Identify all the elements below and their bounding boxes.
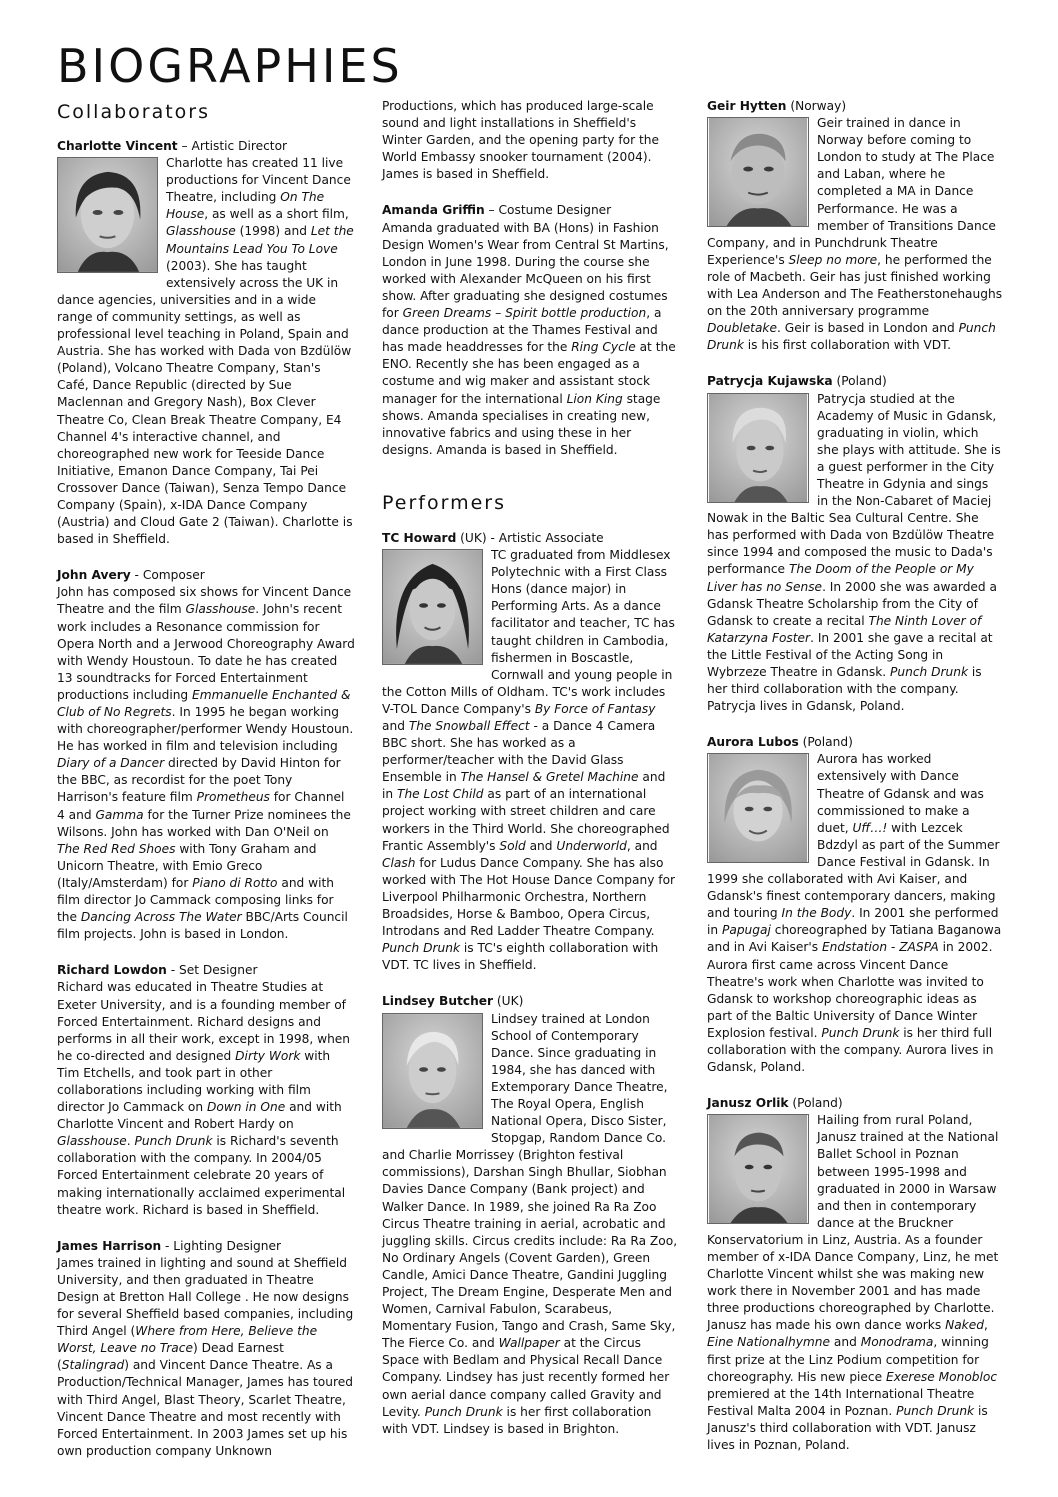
bio-heading (382, 530, 680, 547)
bio-lindsey-butcher (382, 993, 680, 1437)
bio-role: (Norway) (786, 99, 847, 113)
bio-heading (57, 567, 355, 584)
bio-text: Richard was educated in Theatre Studies at Exeter University, and is a founding member of Forced Entertainment. Richard designs and performs in all their work, except in 1998, when he co-directed and designed Dirty Work with Tim Etchells, and took part in other collaborations including working with film director Jo Cammack on Down in One and with Charlotte Vincent and Robert Hardy on Glasshouse. Punch Drunk is Richard's seventh collaboration with the company. In 2004/05 Forced Entertainment celebrate 20 years of making internationally acclaimed experimental theatre work. Richard is based in Sheffield. (57, 980, 351, 1217)
bio-role: (Poland) (832, 374, 887, 389)
bio-heading (57, 962, 355, 979)
bio-text: Geir trained in dance in Norway before coming to London to study at The Place and Laban, where he completed a MA in Dance Performance. He was a member of Transitions Dance Company, and in Punchdrunk Theatre Experience's Sleep no more, he performed the role of Macbeth. Geir has just finished working with Lea Anderson and The Featherstonehaughs on the 20th anniversary programme Doubletake. Geir is based in London and Punch Drunk is his first collaboration with VDT. (707, 116, 1003, 353)
bio-name: Lindsey Butcher (382, 994, 494, 1009)
bio-text: Lindsey trained at London School of Contemporary Dance. Since graduating in 1984, she has danced with Extemporary Dance Theatre, The Royal Opera, English National Opera, Disco Sister, Stopgap, Random Dance Co. and Charlie Morrissey (Brighton festival commissions), Darshan Singh Bhullar, Siobhan Davies Dance Company (Bank project) and Walker Dance. In 1989, she joined Ra Ra Zoo Circus Theatre training in aerial, acrobatic and juggling skills. Circus credits include: Ra Ra Zoo, No Ordinary Angels (Covent Garden), Green Candle, Amici Dance Theatre, Gandini Juggling Project, The Dream Engine, Desperate Men and Women, Carnival Fabulon, Scarabeus, Momentary Fusion, Tango and Crash, Same Sky, The Fierce Co. and Wallpaper at the Circus Space with Bedlam and Physical Recall Dance Company. Lindsey has just recently formed her own aerial dance company called Gravity and Levity. Punch Drunk is her first collaboration with VDT. Lindsey is based in Brighton. (382, 1011, 678, 1436)
portrait-photo-aurora-lubos (707, 753, 809, 863)
bio-text: Amanda graduated with BA (Hons) in Fashion Design Women's Wear from Central St Martins, London in June 1998. During the course she worked with Alexander McQueen on his first show. After graduating she designed costumes for Green Dreams – Spirit bottle production, a dance production at the Thames Festival and has made headdresses for the Ring Cycle at the ENO. Recently she has been engaged as a costume and wig maker and assistant stock manager for the international Lion King stage shows. Amanda specialises in creating new, innovative fabrics and using these in her designs. Amanda is based in Sheffield. (382, 220, 676, 457)
bio-heading (382, 202, 680, 219)
bio-aurora-lubos (707, 734, 1003, 1076)
bio-name: Geir Hytten (707, 99, 787, 113)
bio-role: (UK) (493, 994, 524, 1009)
bio-patrycja-kujawska (707, 373, 1003, 715)
bio-heading (707, 734, 1003, 751)
bio-role: (Poland) (788, 1096, 843, 1111)
bio-text: Hailing from rural Poland, Janusz trained at the National Ballet School in Poznan between 1995-1998 and graduated in 2000 in Warsaw and then in contemporary dance at the Bruckner Konservatorium in Linz, Austria. As a founder member of x-IDA Dance Company, Linz, he met Charlotte Vincent whilst she was making new work there in November 2001 and has made three productions choreographed by Charlotte. Janusz has made his own dance works Naked, Eine Nationalhymne and Monodrama, winning first prize at the Linz Podium competition for choreography. His new piece Exerese Monobloc premiered at the 14th International Theatre Festival Malta 2004 in Poznan. Punch Drunk is Janusz's third collaboration with VDT. Janusz lives in Poznan, Poland. (707, 1113, 999, 1453)
portrait-photo-patrycja-kujawska (707, 393, 809, 503)
portrait-photo-charlotte (57, 157, 158, 273)
bio-heading (57, 1238, 355, 1255)
portrait-photo-lindsey-butcher (382, 1013, 483, 1129)
bio-text: John has composed six shows for Vincent Dance Theatre and the film Glasshouse. John's recent work includes a Resonance commission for Opera North and a Jerwood Choreography Award with Wendy Houstoun. To date he has created 13 soundtracks for Forced Entertainment productions including Emmanuelle Enchanted & Club of No Regrets. In 1995 he began working with choreographer/performer Wendy Houstoun. He has worked in film and television including Diary of a Dancer directed by David Hinton for the BBC, as recordist for the poet Tony Harrison's feature film Prometheus for Channel 4 and Gamma for the Turner Prize nominees the Wilsons. John has worked with Dan O'Neil on The Red Red Shoes with Tony Graham and Unicorn Theatre, with Emio Greco (Italy/Amsterdam) for Piano di Rotto and with film director Jo Cammack composing links for the Dancing Across The Water BBC/Arts Council film projects. John is based in London. (57, 585, 355, 942)
bio-name: Aurora Lubos (707, 735, 799, 750)
bio-james-harrison-continued (382, 98, 680, 183)
bio-text: Aurora has worked extensively with Dance Theatre of Gdansk and was commissioned to make a duet, Uff…! with Lezcek Bdzdyl as part of the Summer Dance Festival in Gdansk. In 1999 she collaborated with Avi Kaiser, and Gdansk's finest contemporary dancers, making and touring In the Body. In 2001 she performed in Papugaj choreographed by Tatiana Baganowa and in Avi Kaiser's Endstation - ZASPA in 2002. Aurora first came across Vincent Dance Theatre's work when Charlotte was invited to Gdansk to workshop choreographic ideas as part of the Baltic University of Dance Winter Explosion festival. Punch Drunk is her third full collaboration with the company. Aurora lives in Gdansk, Poland. (707, 752, 1002, 1075)
section-collaborators: Collaborators (57, 101, 211, 123)
bio-role: – Costume Designer (484, 203, 612, 218)
bio-role: - Lighting Designer (161, 1238, 282, 1253)
bio-name: John Avery (57, 568, 131, 583)
bio-text: James trained in lighting and sound at Sheffield University, and then graduated in Theatre Design at Bretton Hall College . He now designs for several Sheffield based companies, including Third Angel (Where from Here, Believe the Worst, Leave no Trace) Dead Earnest (Stalingrad) and Vincent Dance Theatre. As a Production/Technical Manager, James has toured with Third Angel, Blast Theory, Scarlet Theatre, Vincent Dance Theatre and most recently with Forced Entertainment. In 2003 James set up his own production company Unknown (57, 1255, 354, 1458)
bio-role: – Artistic Director (177, 139, 288, 153)
portrait-photo-geir-hytten (707, 117, 809, 227)
bio-amanda-griffin (382, 202, 680, 458)
bio-text: Charlotte has created 11 live productions for Vincent Dance Theatre, including On The House, as well as a short film, Glasshouse (1998) and Let the Mountains Lead You To Love (2003). She has taught extensively across the UK in dance agencies, universities and in a wide range of community settings, as well as professional level teaching in Poland, Spain and Austria. She has worked with Dada von Bzdülöw (Poland), Volcano Theatre Company, Stan's Café, Dance Republic (directed by Sue Maclennan and Gregory Nash), Box Clever Theatre Co, Clean Break Theatre Company, E4 Channel 4's interactive channel, and choreographed new work for Teeside Dance Initiative, Emanon Dance Company, Tai Pei Crossover Dance (Taiwan), Senza Tempo Dance Company (Spain), x-IDA Dance Company (Austria) and Cloud Gate 2 (Taiwan). Charlotte is based in Sheffield. (57, 156, 354, 547)
bio-name: Janusz Orlik (707, 1096, 789, 1111)
bio-text: TC graduated from Middlesex Polytechnic with a First Class Hons (dance major) in Performing Arts. As a dance facilitator and teacher, TC has taught children in Cambodia, fishermen in Boscastle, Cornwall and young people in the Cotton Mills of Oldham. TC's work includes V-TOL Dance Company's By Force of Fantasy and The Snowball Effect - a Dance 4 Camera BBC short. She has worked as a performer/teacher with the David Glass Ensemble in The Hansel & Gretel Machine and in The Lost Child as part of an international project working with street children and care workers in the Third World. She choreographed Frantic Assembly's Sold and Underworld, and Clash for Ludus Dance Company. She has also worked with The Hot House Dance Company for Liverpool Philharmonic Orchestra, Northern Broadsides, Horse & Bamboo, Opera Circus, Introdans and Red Ladder Theatre Company. Punch Drunk is TC's eighth collaboration with VDT. TC lives in Sheffield. (382, 548, 676, 973)
bio-name: Charlotte Vincent (57, 139, 178, 153)
bio-james-harrison (57, 1238, 355, 1460)
portrait-photo-janusz-orlik (707, 1114, 809, 1224)
bio-geir-hytten (707, 98, 1003, 354)
bio-text: Patrycja studied at the Academy of Music in Gdansk, graduating in violin, which she plays with attitude. She is a guest performer in the City Theatre in Gdynia and sings in the Non-Cabaret of Maciej Nowak in the Baltic Sea Cultural Centre. She has performed with Dada von Bzdülöw Theatre since 1994 and composed the music to Dada's performance The Doom of the People or My Liver has no Sense. In 2000 she was awarded a Gdansk Theatre Scholarship from the City of Gdansk to create a recital The Ninth Lover of Katarzyna Foster. In 2001 she gave a recital at the Little Festival of the Acting Song in Wybrzeze Theatre in Gdansk. Punch Drunk is her third collaboration with the company. Patrycja lives in Gdansk, Poland. (707, 391, 1001, 714)
page-title: BIOGRAPHIES (57, 39, 403, 93)
bio-name: Patrycja Kujawska (707, 374, 833, 389)
column-right (707, 98, 1003, 1473)
portrait-photo-tc-howard (382, 549, 483, 665)
bio-heading (707, 373, 1003, 390)
bio-name: Amanda Griffin (382, 203, 485, 218)
bio-name: Richard Lowdon (57, 963, 167, 978)
bio-charlotte-vincent (57, 138, 355, 548)
bio-role: - Composer (130, 568, 205, 583)
bio-heading (382, 993, 680, 1010)
bio-heading (707, 1095, 1003, 1112)
bio-john-avery (57, 567, 355, 943)
section-performers: Performers (382, 491, 506, 514)
bio-richard-lowdon (57, 962, 355, 1218)
bio-role: - Set Designer (166, 963, 258, 978)
bio-text: Productions, which has produced large-scale sound and light installations in Sheffield's Winter Garden, and the opening party for the World Embassy snooker tournament (2004). James is based in Sheffield. (382, 99, 659, 182)
bio-heading (57, 138, 355, 155)
bio-role: (Poland) (798, 735, 853, 750)
bio-janusz-orlik (707, 1095, 1003, 1454)
bio-role: (UK) - Artistic Associate (456, 530, 604, 545)
bio-name: TC Howard (382, 530, 457, 545)
bio-name: James Harrison (57, 1238, 162, 1253)
bio-tc-howard (382, 530, 680, 974)
bio-heading (707, 98, 1003, 115)
column-left (57, 138, 355, 1479)
column-middle (382, 98, 680, 1457)
